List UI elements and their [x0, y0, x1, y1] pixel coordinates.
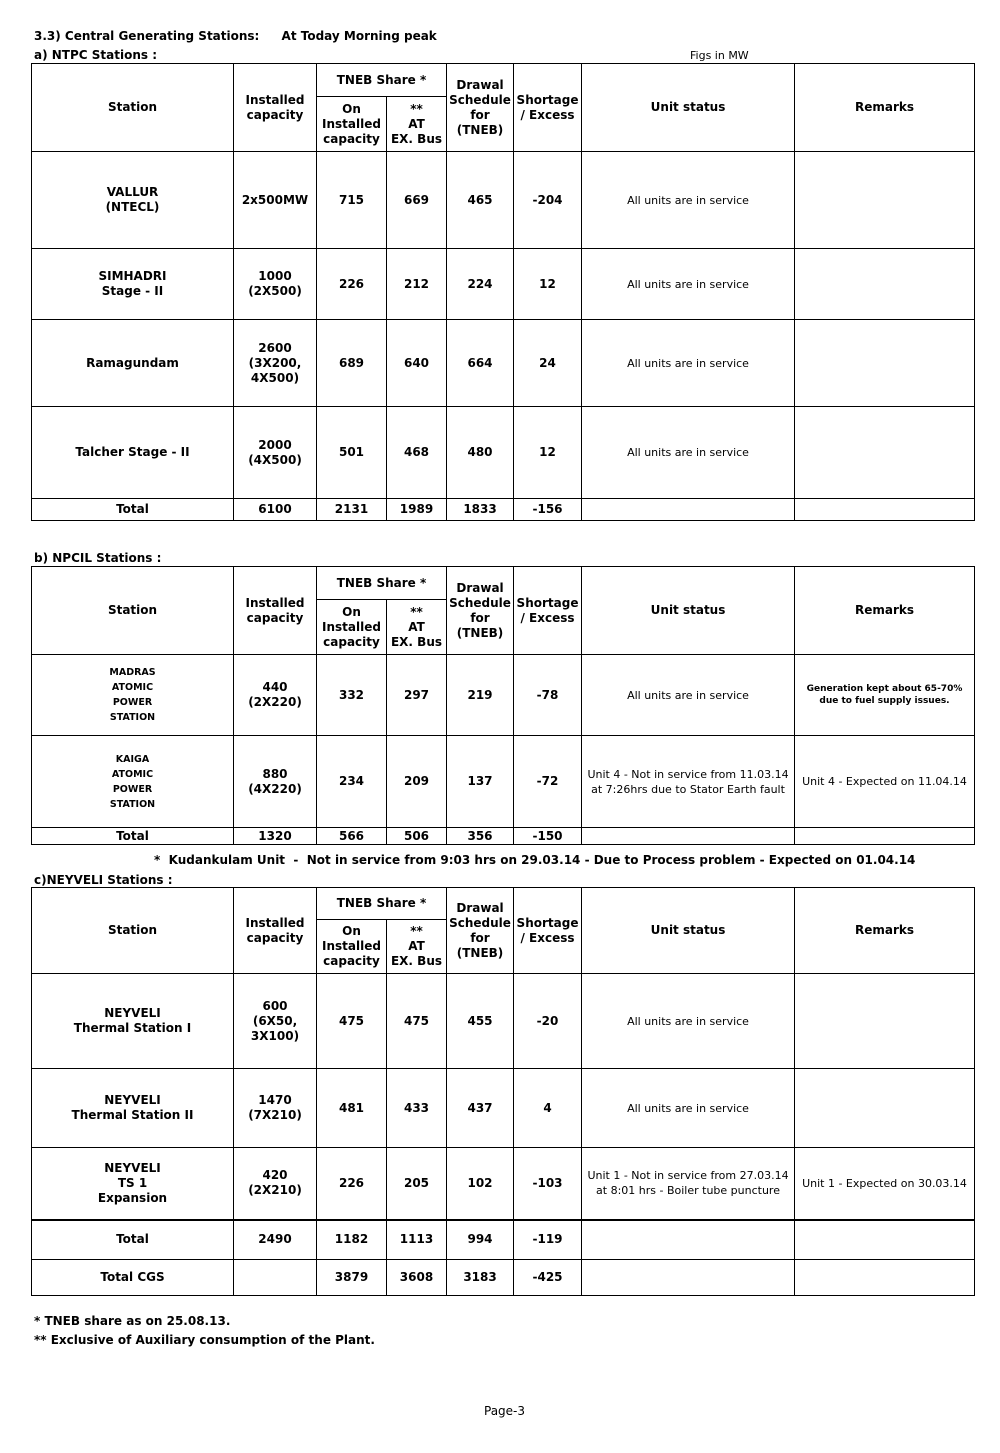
on-installed-cell: 715 — [317, 152, 387, 249]
footnote-auxiliary: ** Exclusive of Auxiliary consumption of the Plant. — [34, 1333, 375, 1347]
on-installed-cell: 226 — [317, 249, 387, 320]
col-on-installed: On Installed capacity — [317, 97, 387, 152]
col-remarks: Remarks — [795, 64, 975, 152]
drawal-cell: 356 — [447, 828, 514, 845]
at-bus-cell: 475 — [387, 974, 447, 1069]
unit-status-cell — [582, 499, 795, 521]
remarks-cell — [795, 499, 975, 521]
ntpc-title: a) NTPC Stations : — [34, 48, 157, 62]
unit-status-cell: All units are in service — [582, 320, 795, 407]
table-row — [32, 152, 975, 249]
figs-unit-label: Figs in MW — [690, 49, 749, 62]
at-bus-cell: 209 — [387, 736, 447, 828]
shortage-cell: -156 — [514, 499, 582, 521]
on-installed-cell: 475 — [317, 974, 387, 1069]
at-bus-cell: 297 — [387, 655, 447, 736]
at-bus-cell: 1989 — [387, 499, 447, 521]
table-row — [32, 736, 975, 828]
col-at-bus: ** AT EX. Bus — [387, 97, 447, 152]
capacity-cell: 420 (2X210) — [234, 1148, 317, 1220]
drawal-cell: 3183 — [447, 1260, 514, 1296]
remarks-cell: Unit 4 - Expected on 11.04.14 — [795, 736, 975, 828]
remarks-cell — [795, 320, 975, 407]
col-unit-status: Unit status — [582, 888, 795, 974]
npcil-table — [31, 566, 975, 845]
at-bus-cell: 3608 — [387, 1260, 447, 1296]
unit-status-cell: All units are in service — [582, 1069, 795, 1148]
col-drawal: Drawal Schedule for (TNEB) — [447, 567, 514, 655]
station-name: KAIGA ATOMIC POWER STATION — [32, 736, 234, 828]
footnote-tneb-share: * TNEB share as on 25.08.13. — [34, 1314, 231, 1328]
col-unit-status: Unit status — [582, 64, 795, 152]
table-row — [32, 320, 975, 407]
on-installed-cell: 332 — [317, 655, 387, 736]
remarks-cell — [795, 1069, 975, 1148]
col-on-installed: On Installed capacity — [317, 920, 387, 974]
drawal-cell: 465 — [447, 152, 514, 249]
station-name: NEYVELI TS 1 Expansion — [32, 1148, 234, 1220]
on-installed-cell: 689 — [317, 320, 387, 407]
station-name: NEYVELI Thermal Station I — [32, 974, 234, 1069]
capacity-cell: 2490 — [234, 1220, 317, 1260]
at-bus-cell: 468 — [387, 407, 447, 499]
col-tneb-share: TNEB Share * — [317, 888, 447, 920]
capacity-cell: 1000 (2X500) — [234, 249, 317, 320]
station-name: Talcher Stage - II — [32, 407, 234, 499]
drawal-cell: 480 — [447, 407, 514, 499]
unit-status-cell: All units are in service — [582, 655, 795, 736]
kudankulam-note: * Kudankulam Unit - Not in service from 9:03 hrs on 29.03.14 - Due to Process problem - Expected on 01.04.14 — [154, 853, 916, 867]
table-row — [32, 1148, 975, 1220]
peak-label: At Today Morning peak — [281, 29, 437, 43]
col-tneb-share: TNEB Share * — [317, 567, 447, 600]
col-on-installed: On Installed capacity — [317, 600, 387, 655]
drawal-cell: 137 — [447, 736, 514, 828]
drawal-cell: 224 — [447, 249, 514, 320]
drawal-cell: 664 — [447, 320, 514, 407]
col-station: Station — [32, 64, 234, 152]
unit-status-cell — [582, 828, 795, 845]
total-cgs-label: Total CGS — [32, 1260, 234, 1296]
col-capacity: Installed capacity — [234, 567, 317, 655]
drawal-cell: 219 — [447, 655, 514, 736]
shortage-cell: -20 — [514, 974, 582, 1069]
col-at-bus: ** AT EX. Bus — [387, 920, 447, 974]
unit-status-cell: All units are in service — [582, 152, 795, 249]
table-row — [32, 407, 975, 499]
section-title: 3.3) Central Generating Stations: — [34, 29, 260, 43]
unit-status-cell: Unit 1 - Not in service from 27.03.14 at 8:01 hrs - Boiler tube puncture — [582, 1148, 795, 1220]
capacity-cell — [234, 1260, 317, 1296]
total-cgs-row — [32, 1260, 975, 1296]
shortage-cell: -150 — [514, 828, 582, 845]
table-row — [32, 655, 975, 736]
col-shortage: Shortage / Excess — [514, 888, 582, 974]
total-label: Total — [32, 499, 234, 521]
shortage-cell: -78 — [514, 655, 582, 736]
capacity-cell: 6100 — [234, 499, 317, 521]
col-shortage: Shortage / Excess — [514, 64, 582, 152]
total-row — [32, 828, 975, 845]
capacity-cell: 1320 — [234, 828, 317, 845]
on-installed-cell: 2131 — [317, 499, 387, 521]
station-name: MADRAS ATOMIC POWER STATION — [32, 655, 234, 736]
section-heading — [34, 29, 437, 43]
on-installed-cell: 1182 — [317, 1220, 387, 1260]
station-name: Ramagundam — [32, 320, 234, 407]
unit-status-cell: All units are in service — [582, 249, 795, 320]
total-row — [32, 1220, 975, 1260]
on-installed-cell: 501 — [317, 407, 387, 499]
col-shortage: Shortage / Excess — [514, 567, 582, 655]
at-bus-cell: 205 — [387, 1148, 447, 1220]
total-label: Total — [32, 828, 234, 845]
shortage-cell: 4 — [514, 1069, 582, 1148]
capacity-cell: 440 (2X220) — [234, 655, 317, 736]
drawal-cell: 1833 — [447, 499, 514, 521]
at-bus-cell: 669 — [387, 152, 447, 249]
total-row — [32, 499, 975, 521]
unit-status-cell — [582, 1220, 795, 1260]
drawal-cell: 994 — [447, 1220, 514, 1260]
table-row — [32, 249, 975, 320]
npcil-title: b) NPCIL Stations : — [34, 551, 162, 565]
col-station: Station — [32, 567, 234, 655]
shortage-cell: -103 — [514, 1148, 582, 1220]
col-remarks: Remarks — [795, 888, 975, 974]
capacity-cell: 2x500MW — [234, 152, 317, 249]
neyveli-table — [31, 887, 975, 1296]
on-installed-cell: 234 — [317, 736, 387, 828]
shortage-cell: 24 — [514, 320, 582, 407]
page-number: Page-3 — [484, 1404, 526, 1418]
ntpc-table — [31, 63, 975, 521]
remarks-cell: Unit 1 - Expected on 30.03.14 — [795, 1148, 975, 1220]
unit-status-cell: All units are in service — [582, 974, 795, 1069]
col-station: Station — [32, 888, 234, 974]
shortage-cell: -204 — [514, 152, 582, 249]
unit-status-cell — [582, 1260, 795, 1296]
table-row — [32, 974, 975, 1069]
unit-status-cell: Unit 4 - Not in service from 11.03.14 at 7:26hrs due to Stator Earth fault — [582, 736, 795, 828]
col-capacity: Installed capacity — [234, 888, 317, 974]
remarks-cell — [795, 249, 975, 320]
remarks-cell — [795, 407, 975, 499]
remarks-cell — [795, 1220, 975, 1260]
shortage-cell: -425 — [514, 1260, 582, 1296]
unit-status-cell: All units are in service — [582, 407, 795, 499]
shortage-cell: 12 — [514, 249, 582, 320]
col-remarks: Remarks — [795, 567, 975, 655]
on-installed-cell: 481 — [317, 1069, 387, 1148]
remarks-cell — [795, 828, 975, 845]
on-installed-cell: 226 — [317, 1148, 387, 1220]
capacity-cell: 2000 (4X500) — [234, 407, 317, 499]
at-bus-cell: 433 — [387, 1069, 447, 1148]
at-bus-cell: 506 — [387, 828, 447, 845]
table-row — [32, 1069, 975, 1148]
on-installed-cell: 3879 — [317, 1260, 387, 1296]
at-bus-cell: 1113 — [387, 1220, 447, 1260]
col-at-bus: ** AT EX. Bus — [387, 600, 447, 655]
neyveli-title: c)NEYVELI Stations : — [34, 873, 173, 887]
remarks-cell — [795, 1260, 975, 1296]
shortage-cell: -119 — [514, 1220, 582, 1260]
station-name: SIMHADRI Stage - II — [32, 249, 234, 320]
station-name: NEYVELI Thermal Station II — [32, 1069, 234, 1148]
col-tneb-share: TNEB Share * — [317, 64, 447, 97]
station-name: VALLUR (NTECL) — [32, 152, 234, 249]
col-drawal: Drawal Schedule for (TNEB) — [447, 64, 514, 152]
col-drawal: Drawal Schedule for (TNEB) — [447, 888, 514, 974]
drawal-cell: 455 — [447, 974, 514, 1069]
remarks-cell — [795, 974, 975, 1069]
remarks-cell — [795, 152, 975, 249]
on-installed-cell: 566 — [317, 828, 387, 845]
shortage-cell: -72 — [514, 736, 582, 828]
at-bus-cell: 640 — [387, 320, 447, 407]
at-bus-cell: 212 — [387, 249, 447, 320]
col-capacity: Installed capacity — [234, 64, 317, 152]
capacity-cell: 2600 (3X200, 4X500) — [234, 320, 317, 407]
capacity-cell: 600 (6X50, 3X100) — [234, 974, 317, 1069]
shortage-cell: 12 — [514, 407, 582, 499]
remarks-cell: Generation kept about 65-70% due to fuel supply issues. — [795, 655, 975, 736]
col-unit-status: Unit status — [582, 567, 795, 655]
drawal-cell: 102 — [447, 1148, 514, 1220]
capacity-cell: 880 (4X220) — [234, 736, 317, 828]
drawal-cell: 437 — [447, 1069, 514, 1148]
capacity-cell: 1470 (7X210) — [234, 1069, 317, 1148]
total-label: Total — [32, 1220, 234, 1260]
